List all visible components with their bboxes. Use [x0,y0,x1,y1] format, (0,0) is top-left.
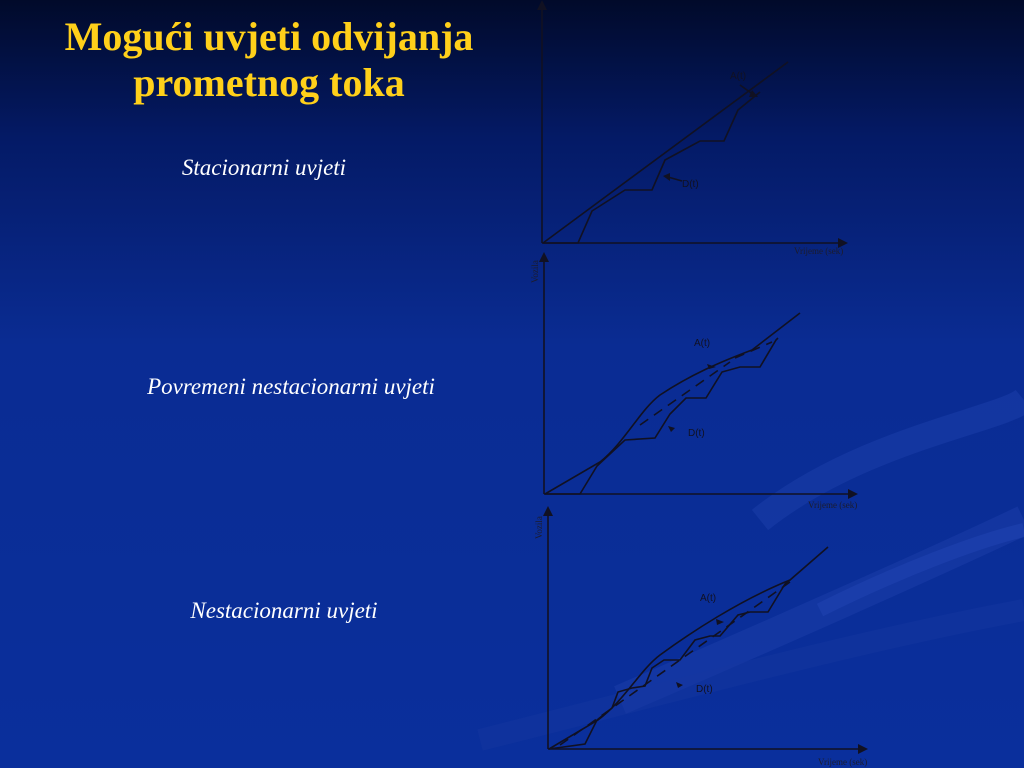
pointer-arrowhead [716,619,724,625]
graph-stationary [520,0,860,262]
departure-curve [543,92,760,243]
caption-stationary: Stacionarni uvjeti [181,155,347,180]
pointer-arrow [668,177,682,181]
graph-intermittent [520,252,865,514]
departure-dashed [560,582,790,745]
a-curve-label: A(t) [730,71,747,82]
a-curve-label: A(t) [700,593,717,604]
departure-curve [545,338,778,494]
departure-curve [549,580,790,749]
d-curve-label: D(t) [688,428,705,439]
y-axis-arrow [543,506,553,516]
x-axis-label: Vrijeme (sek) [818,757,868,767]
caption-nonstationary: Nestacionarni uvjeti [190,598,378,623]
y-axis-label: Vozila [530,260,540,283]
y-axis-arrow [537,0,547,10]
a-curve-label: A(t) [694,338,711,349]
y-axis-label: Vozila [534,516,544,539]
arrival-curve [545,313,800,494]
pointer-arrowhead [749,90,758,97]
slide-title: Mogući uvjeti odvijanja prometnog toka [64,14,474,105]
caption-intermittent: Povremeni nestacionarni uvjeti [147,374,435,399]
departure-dashed [640,362,730,425]
x-axis-label: Vrijeme (sek) [794,246,844,256]
arrival-curve [543,62,788,243]
d-curve-label: D(t) [682,179,699,190]
x-axis-label: Vrijeme (sek) [808,500,858,510]
x-axis-arrow [858,744,868,754]
d-curve-label: D(t) [696,684,713,695]
x-axis-arrow [848,489,858,499]
y-axis-arrow [539,252,549,262]
pointer-arrowhead [676,682,683,688]
graph-nonstationary [520,500,880,768]
pointer-arrowhead [668,426,675,432]
pointer-arrowhead [663,173,670,181]
